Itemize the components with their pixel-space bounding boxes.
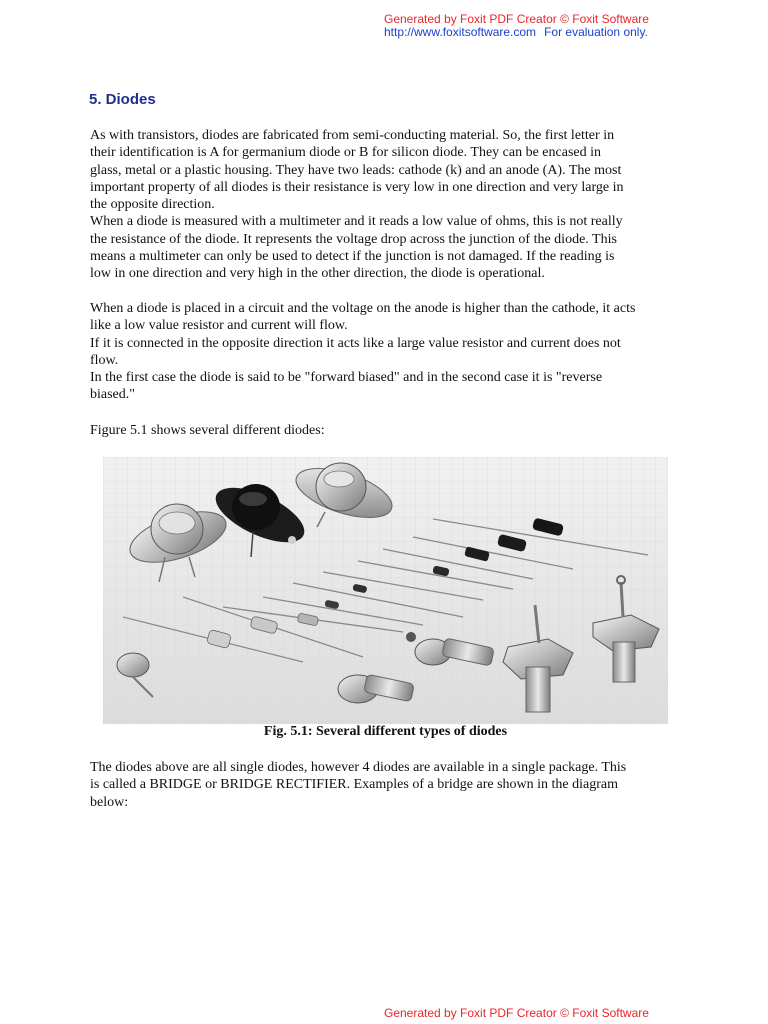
watermark-eval-text: For evaluation only: [544, 25, 645, 39]
section-heading: 5. Diodes: [89, 91, 156, 108]
text-line: glass, metal or a plastic housing. They have two leads: cathode (k) and an anode (A). The most: [90, 162, 622, 178]
text-line: Figure 5.1 shows several different diodes:: [90, 423, 325, 438]
watermark-link-line: http://www.foxitsoftware.com For evaluation only.: [384, 25, 648, 39]
watermark-bottom: [384, 1007, 649, 1020]
text-line: means a multimeter can only be used to detect if the junction is not damaged. If the reading is: [90, 249, 615, 265]
paragraph-figure-intro: [90, 422, 680, 439]
watermark-top: [384, 13, 649, 39]
text-line: When a diode is measured with a multimeter and it reads a low value of ohms, this is not really: [90, 214, 623, 230]
text-line: flow.: [90, 352, 119, 368]
watermark-url-link[interactable]: http://www.foxitsoftware.com: [384, 25, 537, 39]
text-line: In the first case the diode is said to be "forward biased" and in the second case it is "reverse: [90, 370, 603, 386]
text-line: The diodes above are all single diodes, however 4 diodes are available in a single package. This: [90, 760, 627, 775]
text-line: their identification is A for germanium diode or B for silicon diode. They can be encased in: [90, 145, 601, 161]
text-line: important property of all diodes is their resistance is very low in one direction and very large in: [90, 179, 624, 195]
text-line: the resistance of the diode. It represents the voltage drop across the junction of the diode. This: [90, 231, 617, 247]
watermark-generated-text-bottom: Generated by Foxit PDF Creator © Foxit Software: [384, 1006, 649, 1020]
text-line: below:: [90, 794, 129, 810]
figure-caption: Fig. 5.1: Several different types of diodes: [263, 724, 508, 739]
text-line: If it is connected in the opposite direction it acts like a large value resistor and current does not: [90, 335, 621, 351]
text-line: is called a BRIDGE or BRIDGE RECTIFIER. Examples of a bridge are shown in the diagram: [90, 777, 618, 793]
diodes-photo: [103, 457, 668, 724]
text-line: When a diode is placed in a circuit and the voltage on the anode is higher than the cathode, it acts: [90, 301, 636, 316]
text-line: like a low value resistor and current will flow.: [90, 318, 348, 334]
watermark-generated-text: Generated by Foxit PDF Creator © Foxit Software: [384, 12, 649, 26]
paragraph-intro: [90, 127, 680, 283]
text-line: the opposite direction.: [90, 197, 215, 213]
text-line: biased.": [90, 387, 135, 403]
paragraph-bias: [90, 300, 680, 404]
text-line: As with transistors, diodes are fabricated from semi-conducting material. So, the first letter in: [90, 128, 615, 143]
text-line: low in one direction and very high in the other direction, the diode is operational.: [90, 266, 545, 282]
paragraph-bridge: [90, 759, 680, 811]
